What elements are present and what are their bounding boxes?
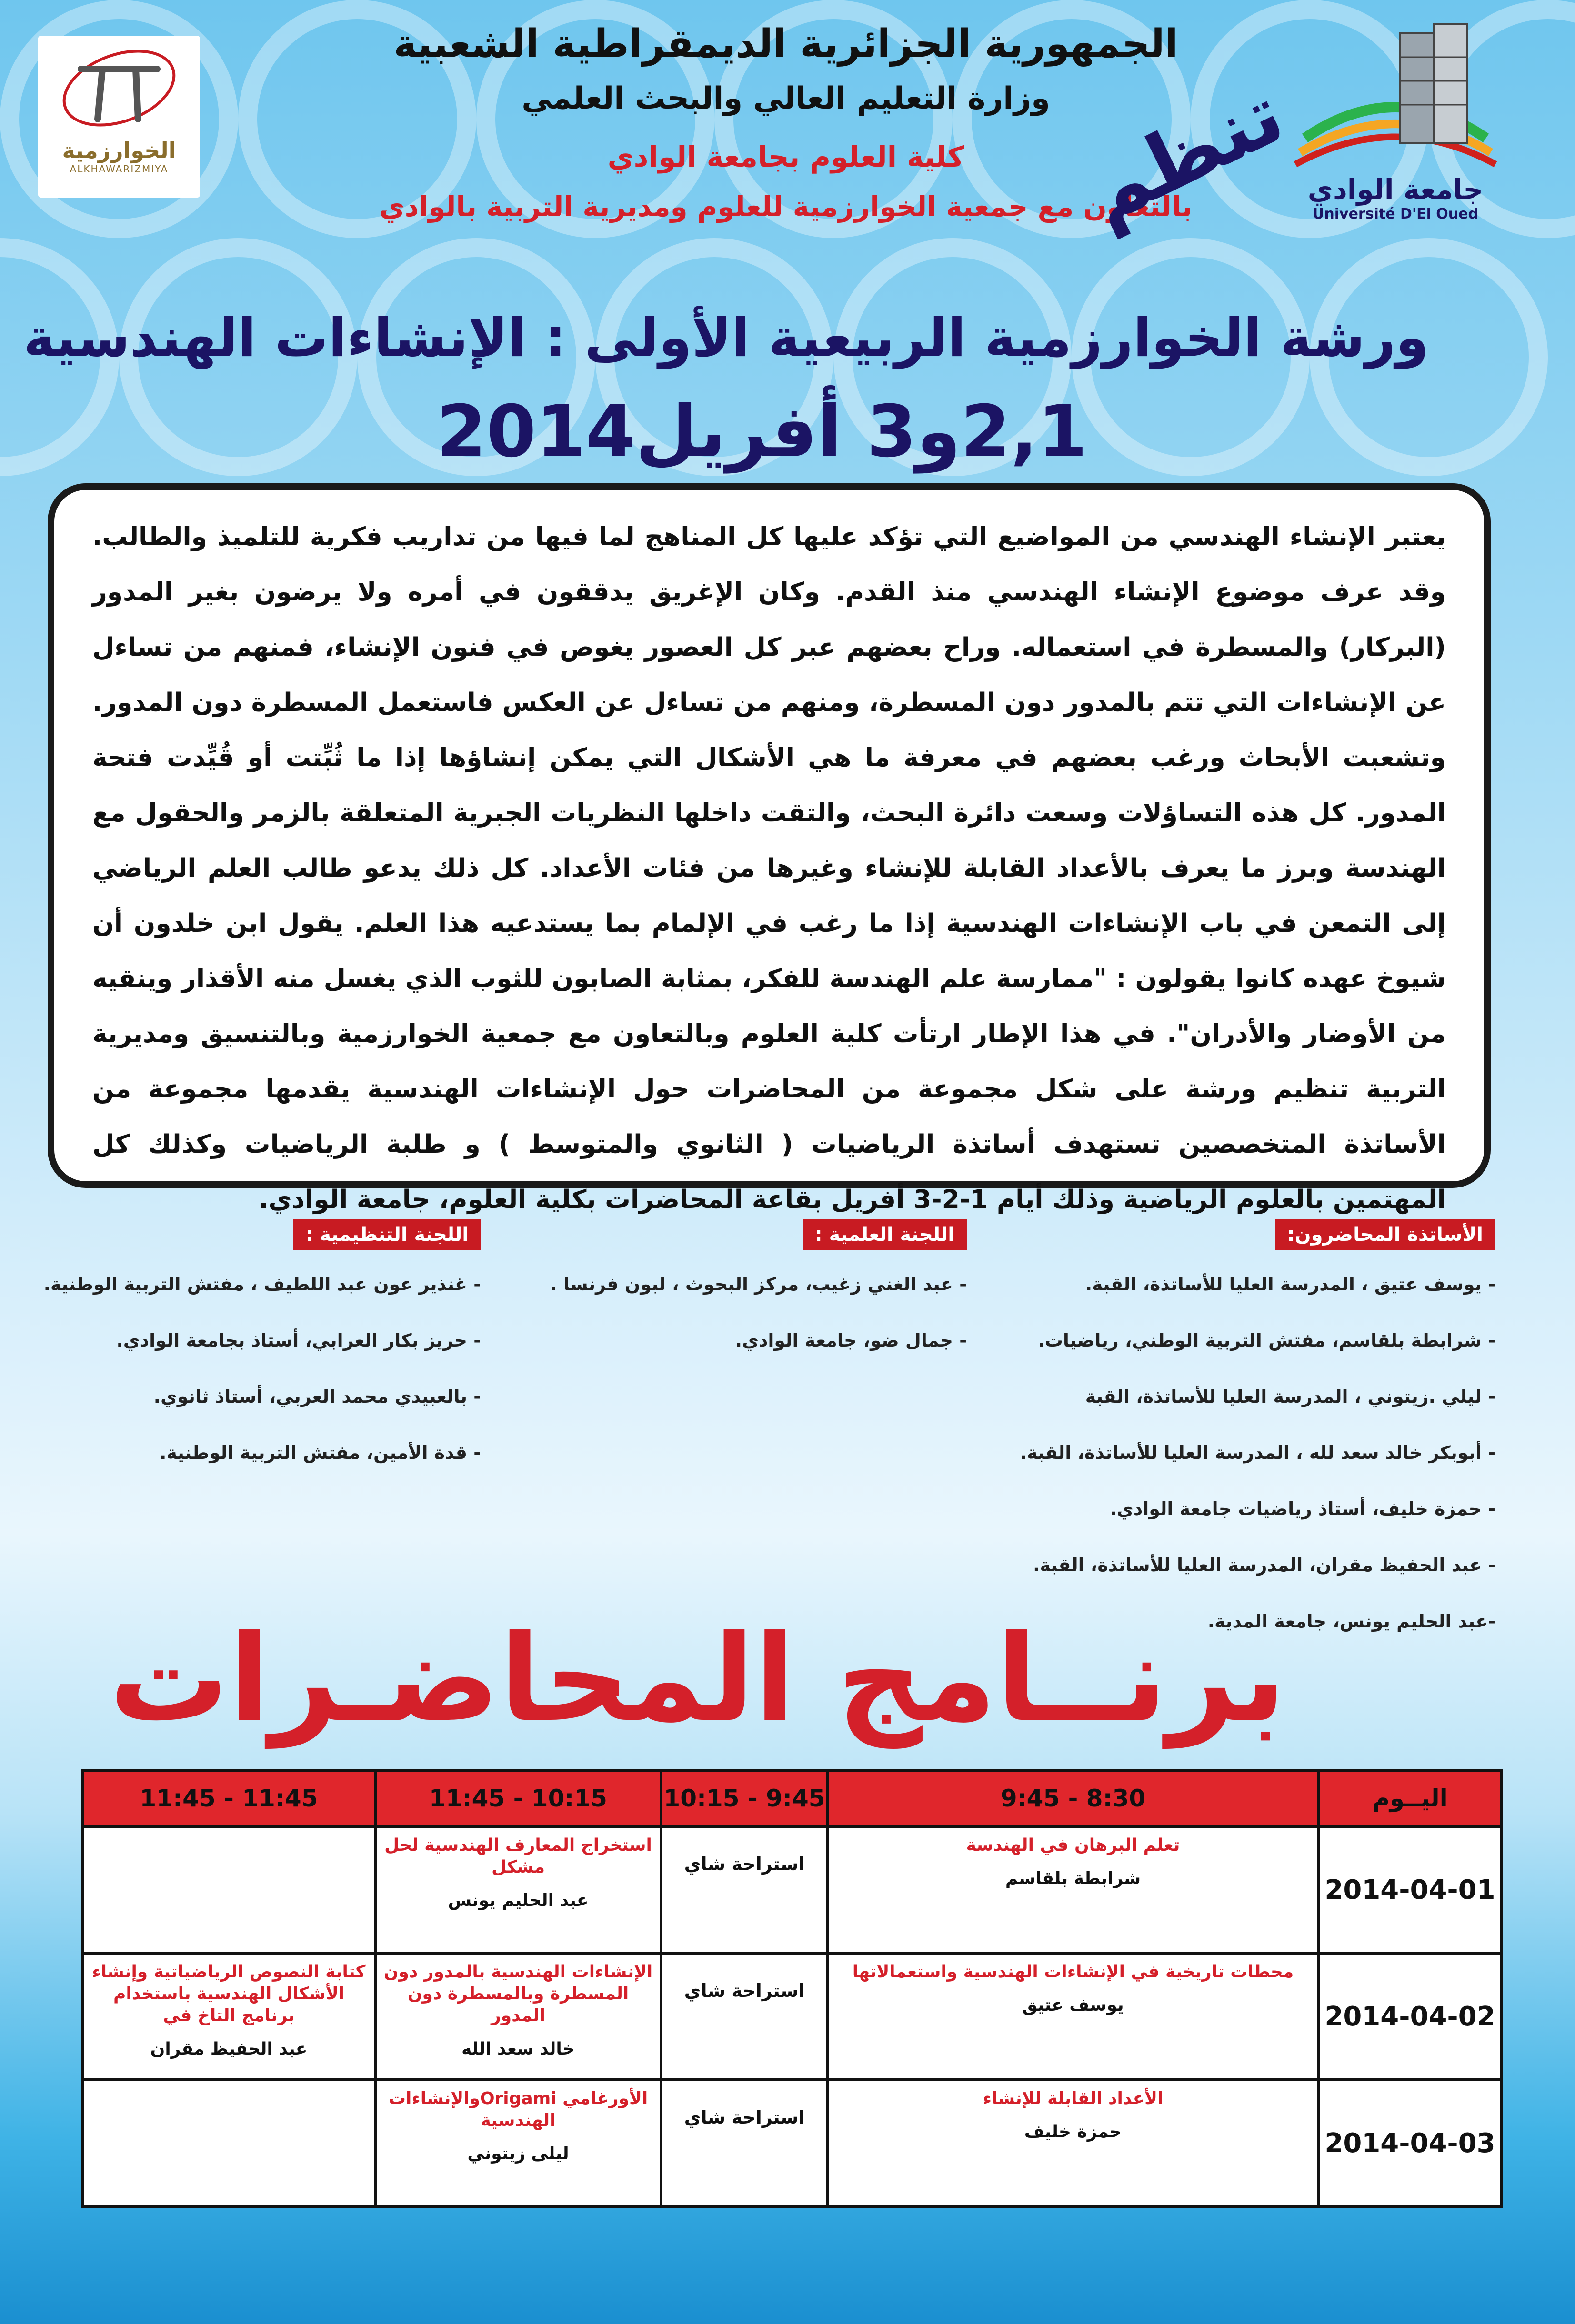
talk-speaker: عبد الحليم يونس	[448, 1891, 589, 1910]
header-slot2: 9:45 - 10:15	[661, 1770, 828, 1826]
list-item: - قدة الأمين، مفتش التربية الوطنية.	[160, 1442, 481, 1463]
intro-box	[48, 483, 1491, 1214]
talk-speaker: يوسف عتيق	[1022, 1995, 1124, 2015]
talk-speaker: عبد الحفيظ مقران	[150, 2039, 308, 2059]
organizing-committee	[43, 1219, 481, 1481]
talk-title: الإنشاءات الهندسية بالمدور دون المسطرة وبالمسطرة دون المدور	[383, 1962, 653, 2025]
schedule-table	[81, 1769, 1503, 2208]
lecturers-list	[1020, 1256, 1495, 1649]
slot4-cell	[82, 1953, 375, 2080]
break-label: استراحة شاي	[684, 2107, 805, 2128]
scientific-title: اللجنة العلمية :	[803, 1219, 967, 1250]
talk-title: كتابة النصوص الرياضياتية وإنشاء الأشكال الهندسية باستخدام برنامج التاخ في	[92, 1962, 366, 2025]
organizing-list	[43, 1256, 481, 1481]
list-item: - حريز بكار العرابي، أستاذ بجامعة الوادي.	[116, 1330, 481, 1351]
table-row	[82, 1826, 1502, 1953]
day-cell: 2014-04-01	[1318, 1826, 1502, 1953]
header-slot3: 10:15 - 11:45	[375, 1770, 661, 1826]
talk-title: محطات تاريخية في الإنشاءات الهندسية واستعمالاتها	[852, 1962, 1294, 1982]
slot1-cell	[828, 1826, 1318, 1953]
university-logo	[1286, 19, 1505, 229]
list-item: - ليلي .زيتوني ، المدرسة العليا للأساتذة، القبة	[1085, 1386, 1495, 1407]
list-item: - حمزة خليف، أستاذ رياضيات جامعة الوادي.	[1110, 1498, 1495, 1519]
alkhawarizmiya-logo	[38, 36, 200, 198]
faculty-title: كلية العلوم بجامعة الوادي	[607, 140, 964, 174]
list-item: - عبد الحفيظ مقران، المدرسة العليا للأساتذة، القبة.	[1033, 1555, 1495, 1576]
list-item: - عبد الغني زغيب، مركز البحوث ، لبون فرنسا .	[550, 1274, 967, 1295]
program-title: برنــامج المحاضـرات	[109, 1609, 1286, 1748]
talk-speaker: ليلى زيتوني	[467, 2144, 569, 2164]
workshop-title: ورشة الخوارزمية الربيعية الأولى : الإنشاءات الهندسية	[23, 307, 1429, 369]
break-label: استراحة شاي	[684, 1854, 805, 1875]
list-item: - جمال ضو، جامعة الوادي.	[735, 1330, 967, 1351]
logo-right-text-ar: جامعة الوادي	[1307, 173, 1484, 206]
university-building-icon	[1286, 19, 1505, 171]
ministry-title: وزارة التعليم العالي والبحث العلمي	[522, 81, 1050, 116]
day-cell: 2014-04-02	[1318, 1953, 1502, 2080]
slot4-cell	[82, 1826, 375, 1953]
table-row	[82, 1953, 1502, 2080]
list-item: - شرابطة بلقاسم، مفتش التربية الوطني، رياضيات.	[1038, 1330, 1495, 1351]
talk-speaker: خالد سعد الله	[461, 2039, 575, 2059]
slot4-cell	[82, 2080, 375, 2206]
break-cell	[661, 1826, 828, 1953]
day-cell: 2014-04-03	[1318, 2080, 1502, 2206]
logo-left-text-ar: الخوارزمية	[62, 138, 176, 163]
list-item: - أبوبكر خالد سعد لله ، المدرسة العليا للأساتذة، القبة.	[1020, 1442, 1495, 1463]
organizing-title: اللجنة التنظيمية :	[293, 1219, 481, 1250]
slot1-cell	[828, 1953, 1318, 2080]
list-item: - غنذير عون عبد اللطيف ، مفتش التربية الوطنية.	[43, 1274, 481, 1295]
lecturers-committee	[1020, 1219, 1495, 1649]
republic-title: الجمهورية الجزائرية الديمقراطية الشعبية	[393, 21, 1178, 67]
lecturers-title: الأساتذة المحاضرون:	[1275, 1219, 1495, 1250]
logo-left-text-en: ALKHAWARIZMIYA	[70, 163, 169, 175]
talk-speaker: حمزة خليف	[1024, 2122, 1122, 2142]
break-cell	[661, 2080, 828, 2206]
break-label: استراحة شاي	[684, 1980, 805, 2001]
table-header-row	[82, 1770, 1502, 1826]
header-slot1: 8:30 - 9:45	[828, 1770, 1318, 1826]
workshop-dates: 2,1و3 أفريل2014	[436, 390, 1088, 473]
talk-title: تعلم البرهان في الهندسة	[966, 1835, 1180, 1855]
table-row	[82, 2080, 1502, 2206]
slot3-cell	[375, 1826, 661, 1953]
logo-right-text-fr: Université D'El Oued	[1313, 206, 1478, 222]
break-cell	[661, 1953, 828, 2080]
talk-title: الأعداد القابلة للإنشاء	[983, 2089, 1164, 2108]
list-item: -عبد الحليم يونس، جامعة المدية.	[1207, 1611, 1495, 1632]
cooperation-line: بالتعاون مع جمعية الخوارزمية للعلوم ومديرية التربية بالوادي	[379, 190, 1193, 223]
talk-title: استخراج المعارف الهندسية لحل مشكل	[384, 1835, 652, 1877]
scientific-list	[550, 1256, 967, 1368]
list-item: - يوسف عتيق ، المدرسة العليا للأساتذة، القبة.	[1085, 1274, 1495, 1295]
talk-title: الأورغامي Origamiوالإنشاءات الهندسية	[388, 2089, 648, 2130]
talk-speaker: شرابطة بلقاسم	[1005, 1869, 1141, 1888]
slot1-cell	[828, 2080, 1318, 2206]
header-slot4: 11:45 - 11:45	[82, 1770, 375, 1826]
slot3-cell	[375, 1953, 661, 2080]
slot3-cell	[375, 2080, 661, 2206]
scientific-committee	[550, 1219, 967, 1368]
header-day: اليــوم	[1318, 1770, 1502, 1826]
pi-icon	[48, 36, 191, 136]
organizes-word: تنظم	[1072, 67, 1298, 242]
list-item: - بالعبيدي محمد العربي، أستاذ ثانوي.	[153, 1386, 481, 1407]
intro-text: يعتبر الإنشاء الهندسي من المواضيع التي تؤكد عليها كل المناهج لما فيها من تداريب فكرية للتلميذ والطالب. وقد عرف موضوع الإنشاء الهندسي منذ القدم. وكان الإغريق يدققون في أمره ولا يرضون بغير المدور (البركار) والمسطرة في استعماله. وراح بعضهم عبر كل العصور يغوص في فنون الإنشاء، فمنهم من تساءل عن الإنشاءات التي تتم بالمدور دون المسطرة، ومنهم من تساءل عن العكس فاستعمل المسطرة دون المدور. وتشعبت الأبحاث ورغب بعضهم في معرفة ما هي الأشكال التي يمكن إنشاؤها إذا ما ثُبِّتت أو قُيِّدت فتحة المدور. كل هذه التساؤلات وسعت دائرة البحث، والتقت داخلها النظريات الجبرية المتعلقة بالزمر والحقول مع الهندسة وبرز ما يعرف بالأعداد القابلة للإنشاء وغيرها من فئات الأعداد. كل ذلك يدعو طالب العلم الرياضي إلى التمعن في باب الإنشاءات الهندسية إذا ما رغب في الإلمام بما يستدعيه هذا العلم. يقول ابن خلدون أن شيوخ عهده كانوا يقولون : "ممارسة علم الهندسة للفكر، بمثابة الصابون للثوب الذي يغسل منه الأقذار وينقيه من الأوضار والأدران". في هذا الإطار ارتأت كلية العلوم وبالتعاون مع جمعية الخوارزمية وبالتنسيق ومديرية التربية تنظيم ورشة على شكل مجموعة من المحاضرات حول الإنشاءات الهندسية يقدمها مجموعة من الأساتذة المتخصصين تستهدف أساتذة الرياضيات ( الثانوي والمتوسط ) و طلبة الرياضيات وكذلك كل المهتمين بالعلوم الرياضية وذلك أيام 1-2-3 أفريل بقاعة المحاضرات بكلية العلوم، جامعة الوادي.	[92, 521, 1446, 1214]
